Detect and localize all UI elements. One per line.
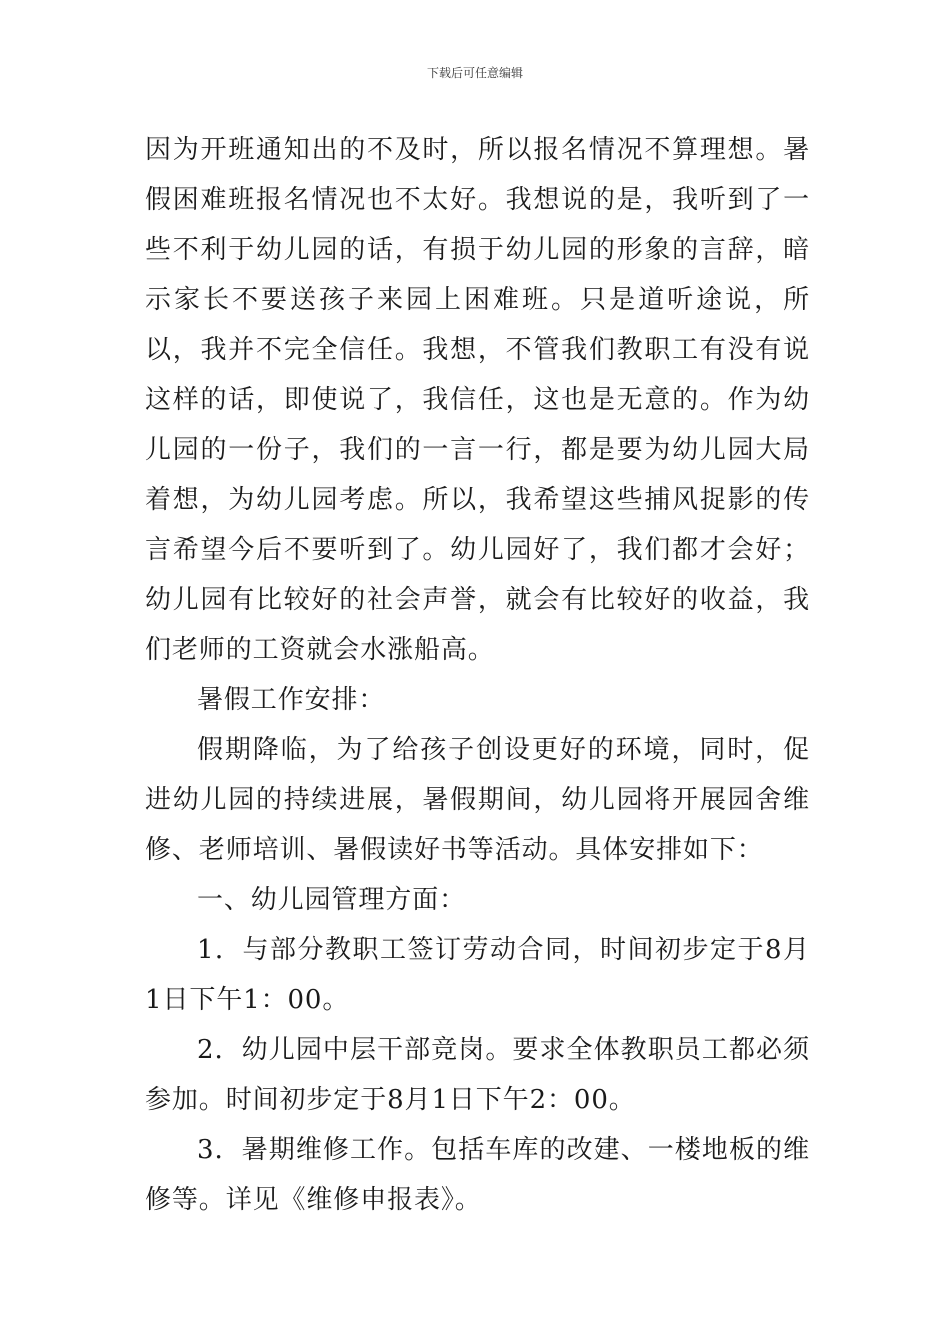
- paragraph-continuation: 因为开班通知出的不及时，所以报名情况不算理想。暑假困难班报名情况也不太好。我想说的是，我听到了一些不利于幼儿园的话，有损于幼儿园的形象的言辞，暗示家长不要送孩子来园上困难班。只是道听途说，所以，我并不完全信任。我想，不管我们教职工有没有说这样的话，即使说了，我信任，这也是无意的。作为幼儿园的一份子，我们的一言一行，都是要为幼儿园大局着想，为幼儿园考虑。所以，我希望这些捕风捉影的传言希望今后不要听到了。幼儿园好了，我们都才会好；幼儿园有比较好的社会声誉，就会有比较好的收益，我们老师的工资就会水涨船高。: [145, 135, 810, 665]
- paragraph-summer-heading: 暑假工作安排：: [197, 685, 386, 715]
- paragraph-item-1: 1．与部分教职工签订劳动合同，时间初步定于8月1日下午1：00。: [145, 935, 810, 1015]
- paragraph-summer-intro: 假期降临，为了给孩子创设更好的环境，同时，促进幼儿园的持续进展，暑假期间，幼儿园将开展园舍维修、老师培训、暑假读好书等活动。具体安排如下：: [145, 735, 810, 865]
- paragraph-section-management: 一、幼儿园管理方面：: [197, 885, 467, 915]
- page-header-note: 下载后可任意编辑: [426, 66, 523, 80]
- paragraph-item-3: 3．暑期维修工作。包括车库的改建、一楼地板的维修等。详见《维修申报表》。: [145, 1135, 810, 1215]
- paragraph-item-2: 2．幼儿园中层干部竞岗。要求全体教职员工都必须参加。时间初步定于8月1日下午2：00。: [145, 1035, 810, 1115]
- document-body: [145, 125, 810, 1225]
